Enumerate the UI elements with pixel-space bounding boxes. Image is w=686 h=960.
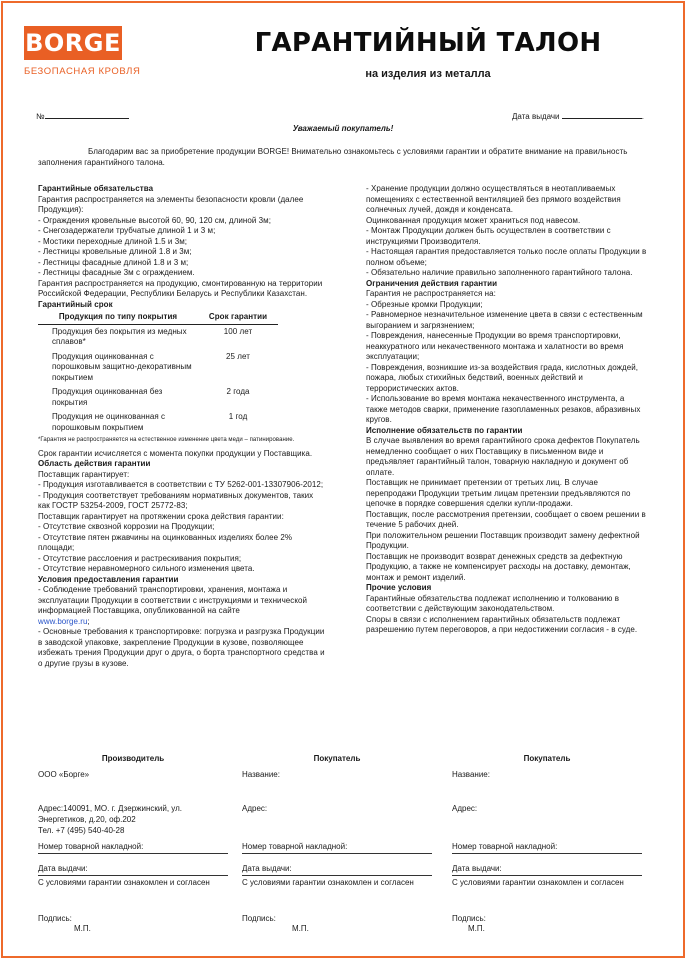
conditions-heading: Условия предоставления гарантии — [38, 574, 179, 584]
storage-item: - Монтаж Продукции должен быть осуществлен в соответствии с инструкциями Производителя. — [366, 226, 611, 246]
customer-heading: Покупатель — [523, 754, 571, 763]
manufacturer-stamp: М.П. — [74, 924, 91, 933]
list-item: - Мостики переходные длиной 1.5 и 3м; — [38, 236, 188, 246]
customer-sign-label: Подпись: — [452, 914, 486, 923]
buyer-address-label: Адрес: — [242, 804, 268, 813]
scope-item: Поставщик гарантирует на протяжении срока действия гарантии: — [38, 511, 284, 521]
conditions-text-2: - Основные требования к транспортировке: погрузка и разгрузка Продукции в заводской упаковке, закрепление Продукции в кузове, позволяющее избежать трения Продукции друг о друга, о борта транспортного средства и о другие грузы в кузове. — [38, 627, 325, 668]
table-cell-term: 1 год — [228, 412, 248, 421]
list-item: - Лестницы фасадные длиной 1.8 и 3 м; — [38, 257, 189, 267]
storage-item: - Обязательно наличие правильно заполненного гарантийного талона. — [366, 268, 633, 277]
list-item: - Ограждения кровельные высотой 60, 90, 120 см, длиной 3м; — [38, 215, 271, 225]
left-column: Гарантийные обязательства Гарантия распространяется на элементы безопасности кровли (далее Продукция): - Ограждения кровельные высотой 60, 90, 120 см, длиной 3м; - Снегозадержатели трубчатые длиной 1 и 3 м; - Мостики переходные длиной 1.5 и 3м; - Лестницы кровельные длиной 1.8 и 3м; - Лестницы фасадные длиной 1.8 и 3 м; - Лестницы фасадные 3м с ограждением. Гарантия распространяется на продукцию, смонтированную на территории Российской Федерации, Республики Беларусь и Республики Казахстан. Гарантийный срок Продукция по типу покрытия Срок гарантии Продукция без покрытия из медных сплавов* 100 лет Продукция оцинкованная с порошковым защитно-декоративным покрытием 25 лет Продукция оцинкованная без покрытия 2 года Продукция не оцинкованная с порошковым покрытием 1 год *Гарантия не распространяется на естественное изменение цвета меди – патинирование. Срок гарантии исчисляется с момента покупки продукции у Поставщика. Область действия гарантии Поставщик гарантирует: - Продукция изготавливается в соответствии с ТУ 5262-001-13307906-2012; - Продукция соответствует требованиям нормативных документов, таких как ГОСТР 53254-2009, ГОСТ 25772-83; Поставщик гарантирует на протяжении срока действия гарантии: - Отсутствие сквозной коррозии на Продукции; - Отсутствие пятен ржавчины на оцинкованных изделиях более 2% площади; - Отсутствие расслоения и растрескивания покрытия; - Отсутствие неравномерного сильного изменения цвета. Условия предоставления гарантии - Соблюдение требований транспортировки, хранения, монтажа и эксплуатации Продукции в соответствии с инструкциями и технической информацией Поставщика, опубликованной на сайте www.borge.ru; - Основные требования к транспортировке: погрузка и разгрузка Продукции в заводской упаковке, закрепление Продукции в кузове, позволяющее избежать трения Продукции друг о друга, о борта транспортного средства и о другие грузы в кузове. — [38, 184, 325, 668]
buyer-invoice-line[interactable] — [242, 853, 432, 854]
logo-text: BORGE — [25, 29, 121, 57]
customer-invoice-label: Номер товарной накладной: — [452, 842, 558, 851]
table-row — [38, 324, 278, 350]
limits-heading: Ограничения действия гарантии — [366, 278, 498, 288]
manufacturer-phone: Тел. +7 (495) 540-40-28 — [38, 826, 125, 835]
customer-column — [452, 754, 642, 944]
issue-date-blank[interactable] — [562, 111, 642, 119]
greeting: Уважаемый покупатель! — [292, 124, 394, 133]
intro-text: Благодарим вас за приобретение продукции BORGE! Внимательно ознакомьтесь с условиями гарантии и обратите внимание на правильность заполнения гарантийного талона. — [38, 147, 628, 167]
buyer-date-line[interactable] — [242, 875, 432, 876]
customer-date-line[interactable] — [452, 875, 642, 876]
table-cell-product: Продукция оцинкованная с порошковым защитно-декоративным покрытием — [52, 351, 192, 382]
manufacturer-name: ООО «Борге» — [38, 770, 90, 779]
obligations-heading: Гарантийные обязательства — [38, 184, 154, 193]
limits-item: - Повреждения, нанесенные Продукции во время транспортировки, неаккуратного или некачественного монтажа и халатности во время эксплуатации; — [366, 331, 624, 361]
table-row — [38, 385, 278, 410]
execution-item: В случае выявления во время гарантийного срока дефектов Покупатель немедленно сообщает о них Поставщику в письменном виде и предъявляет гарантийный талон, товарную накладную и документ об оплате. — [366, 436, 640, 477]
limits-item: - Использование во время монтажа некачественного инструмента, а также методов сварки, применение газопламенных резаков, абразивных кругов. — [366, 394, 641, 424]
scope-item: - Отсутствие сквозной коррозии на Продукции; — [38, 522, 215, 531]
buyer-name-label: Название: — [242, 770, 280, 779]
limits-item: - Обрезные кромки Продукции; — [366, 299, 483, 309]
table-row — [38, 410, 278, 435]
scope-heading: Область действия гарантии — [38, 459, 151, 468]
customer-stamp: М.П. — [468, 924, 485, 933]
list-item: - Лестницы кровельные длиной 1.8 и 3м; — [38, 247, 192, 256]
customer-invoice-line[interactable] — [452, 853, 642, 854]
customer-agree: С условиями гарантии ознакомлен и согласен — [452, 878, 624, 887]
buyer-date-label: Дата выдачи: — [242, 864, 292, 873]
issue-date-label: Дата выдачи — [512, 112, 560, 121]
storage-item: Оцинкованная продукция может храниться под навесом. — [366, 215, 581, 225]
limits-item: - Повреждения, возникшие из-за воздействия града, кислотных дождей, пожара, любых стихийных бедствий, военных действий и террористических актов. — [366, 362, 639, 393]
scope-item: - Отсутствие расслоения и растрескивания покрытия; — [38, 553, 242, 563]
site-link[interactable]: www.borge.ru — [38, 616, 88, 626]
limits-item: - Равномерное незначительное изменение цвета в связи с естественным выгоранием и загрязнением; — [366, 310, 643, 330]
manufacturer-sign-label: Подпись: — [38, 914, 72, 923]
execution-item: Поставщик не принимает претензии от третьих лиц. В случае перепродажи Продукции третьим лицам претензии предъявляются по цепочке в порядке совершения сделки купли-продажи. — [366, 478, 631, 508]
term-heading: Гарантийный срок — [38, 299, 113, 309]
scope-item: Поставщик гарантирует: — [38, 469, 130, 479]
conditions-text: - Соблюдение требований транспортировки, хранения, монтажа и эксплуатации Продукции в соответствии с инструкциями и технической информацией Поставщика, опубликованной на сайте — [38, 585, 308, 615]
execution-item: Поставщик, после рассмотрения претензии, сообщает о своем решении в течение 5 рабочих дней. — [366, 509, 646, 529]
other-item: Гарантийные обязательства подлежат исполнению и толкованию в соответствии с действующим законодательством. — [366, 593, 620, 613]
manufacturer-invoice-line[interactable] — [38, 853, 228, 854]
table-cell-term: 2 года — [226, 387, 250, 396]
execution-item: При положительном решении Поставщик производит замену дефектной Продукции. — [366, 530, 640, 550]
table-cell-term: 100 лет — [223, 326, 253, 336]
number-label: № — [36, 112, 45, 121]
execution-item: Поставщик не производит возврат денежных средств за дефектную Продукцию, а также не компенсирует расходы на доставку, демонтаж, монтаж и ремонт изделий. — [366, 551, 631, 582]
obligations-intro: Гарантия распространяется на элементы безопасности кровли (далее Продукция): — [38, 194, 304, 214]
other-item: Споры в связи с исполнением гарантийных обязательств подлежат разрешению путем переговоров, а при недостижении согласия - в суде. — [366, 614, 638, 634]
territory-text: Гарантия распространяется на продукцию, смонтированную на территории Российской Федерации, Республики Беларусь и Республики Казахстан. — [38, 278, 323, 298]
manufacturer-column — [38, 754, 228, 944]
page-subtitle: на изделия из металла — [365, 68, 491, 80]
term-start-text: Срок гарантии исчисляется с момента покупки продукции у Поставщика. — [38, 448, 313, 458]
number-field[interactable] — [36, 111, 129, 121]
storage-item: - Хранение продукции должно осуществляться в неотапливаемых помещениях с естественной вентиляцией без прямого воздействия солнечных лучей, дождя и конденсата. — [366, 184, 621, 214]
table-row — [38, 350, 278, 386]
table-header: Срок гарантии — [198, 311, 278, 324]
scope-item: - Продукция изготавливается в соответствии с ТУ 5262-001-13307906-2012; — [38, 480, 324, 489]
manufacturer-invoice-label: Номер товарной накладной: — [38, 842, 144, 851]
table-cell-term: 25 лет — [226, 351, 250, 361]
logo-subtitle: БЕЗОПАСНАЯ КРОВЛЯ — [24, 66, 141, 77]
table-header: Продукция по типу покрытия — [38, 311, 198, 324]
table-cell-product: Продукция не оцинкованная с порошковым покрытием — [52, 412, 166, 432]
scope-item: - Отсутствие пятен ржавчины на оцинкованных изделиях более 2% площади; — [38, 532, 293, 552]
execution-heading: Исполнение обязательств по гарантии — [366, 425, 523, 435]
other-heading: Прочие условия — [366, 583, 432, 592]
manufacturer-date-line[interactable] — [38, 875, 228, 876]
buyer-heading: Покупатель — [313, 754, 361, 763]
scope-item: - Продукция соответствует требованиям нормативных документов, таких как ГОСТР 53254-2009, ГОСТ 25772-83; — [38, 490, 314, 510]
buyer-invoice-label: Номер товарной накладной: — [242, 842, 348, 851]
number-blank[interactable] — [45, 111, 129, 119]
customer-name-label: Название: — [452, 770, 490, 779]
customer-date-label: Дата выдачи: — [452, 864, 502, 873]
customer-address-label: Адрес: — [452, 804, 478, 813]
manufacturer-heading: Производитель — [101, 754, 165, 763]
manufacturer-address: Адрес:140091, МО. г. Дзержинский, ул. Энергетиков, д.20, оф.202 — [38, 804, 182, 824]
manufacturer-agree: С условиями гарантии ознакомлен и согласен — [38, 878, 210, 887]
buyer-column — [242, 754, 432, 944]
page-title: ГАРАНТИЙНЫЙ ТАЛОН — [254, 28, 602, 58]
list-item: - Лестницы фасадные 3м с ограждением. — [38, 268, 195, 277]
issue-date-field[interactable]: Дата выдачи . — [512, 112, 644, 121]
table-cell-product: Продукция без покрытия из медных сплавов* — [52, 326, 187, 346]
table-note: *Гарантия не распространяется на естественное изменение цвета меди – патинирование. — [38, 437, 295, 443]
borge-logo — [24, 26, 122, 60]
buyer-stamp: М.П. — [292, 924, 309, 933]
warranty-term-table — [38, 311, 278, 435]
manufacturer-date-label: Дата выдачи: — [38, 864, 88, 873]
list-item: - Снегозадержатели трубчатые длиной 1 и 3 м; — [38, 226, 216, 235]
scope-item: - Отсутствие неравномерного сильного изменения цвета. — [38, 564, 255, 573]
storage-item: - Настоящая гарантия предоставляется только после оплаты Продукции в полном объеме; — [366, 247, 647, 267]
table-cell-product: Продукция оцинкованная без покрытия — [52, 387, 163, 407]
right-column — [366, 184, 648, 636]
buyer-agree: С условиями гарантии ознакомлен и согласен — [242, 878, 414, 887]
limits-item: Гарантия не распространяется на: — [366, 289, 496, 298]
buyer-sign-label: Подпись: — [242, 914, 276, 923]
